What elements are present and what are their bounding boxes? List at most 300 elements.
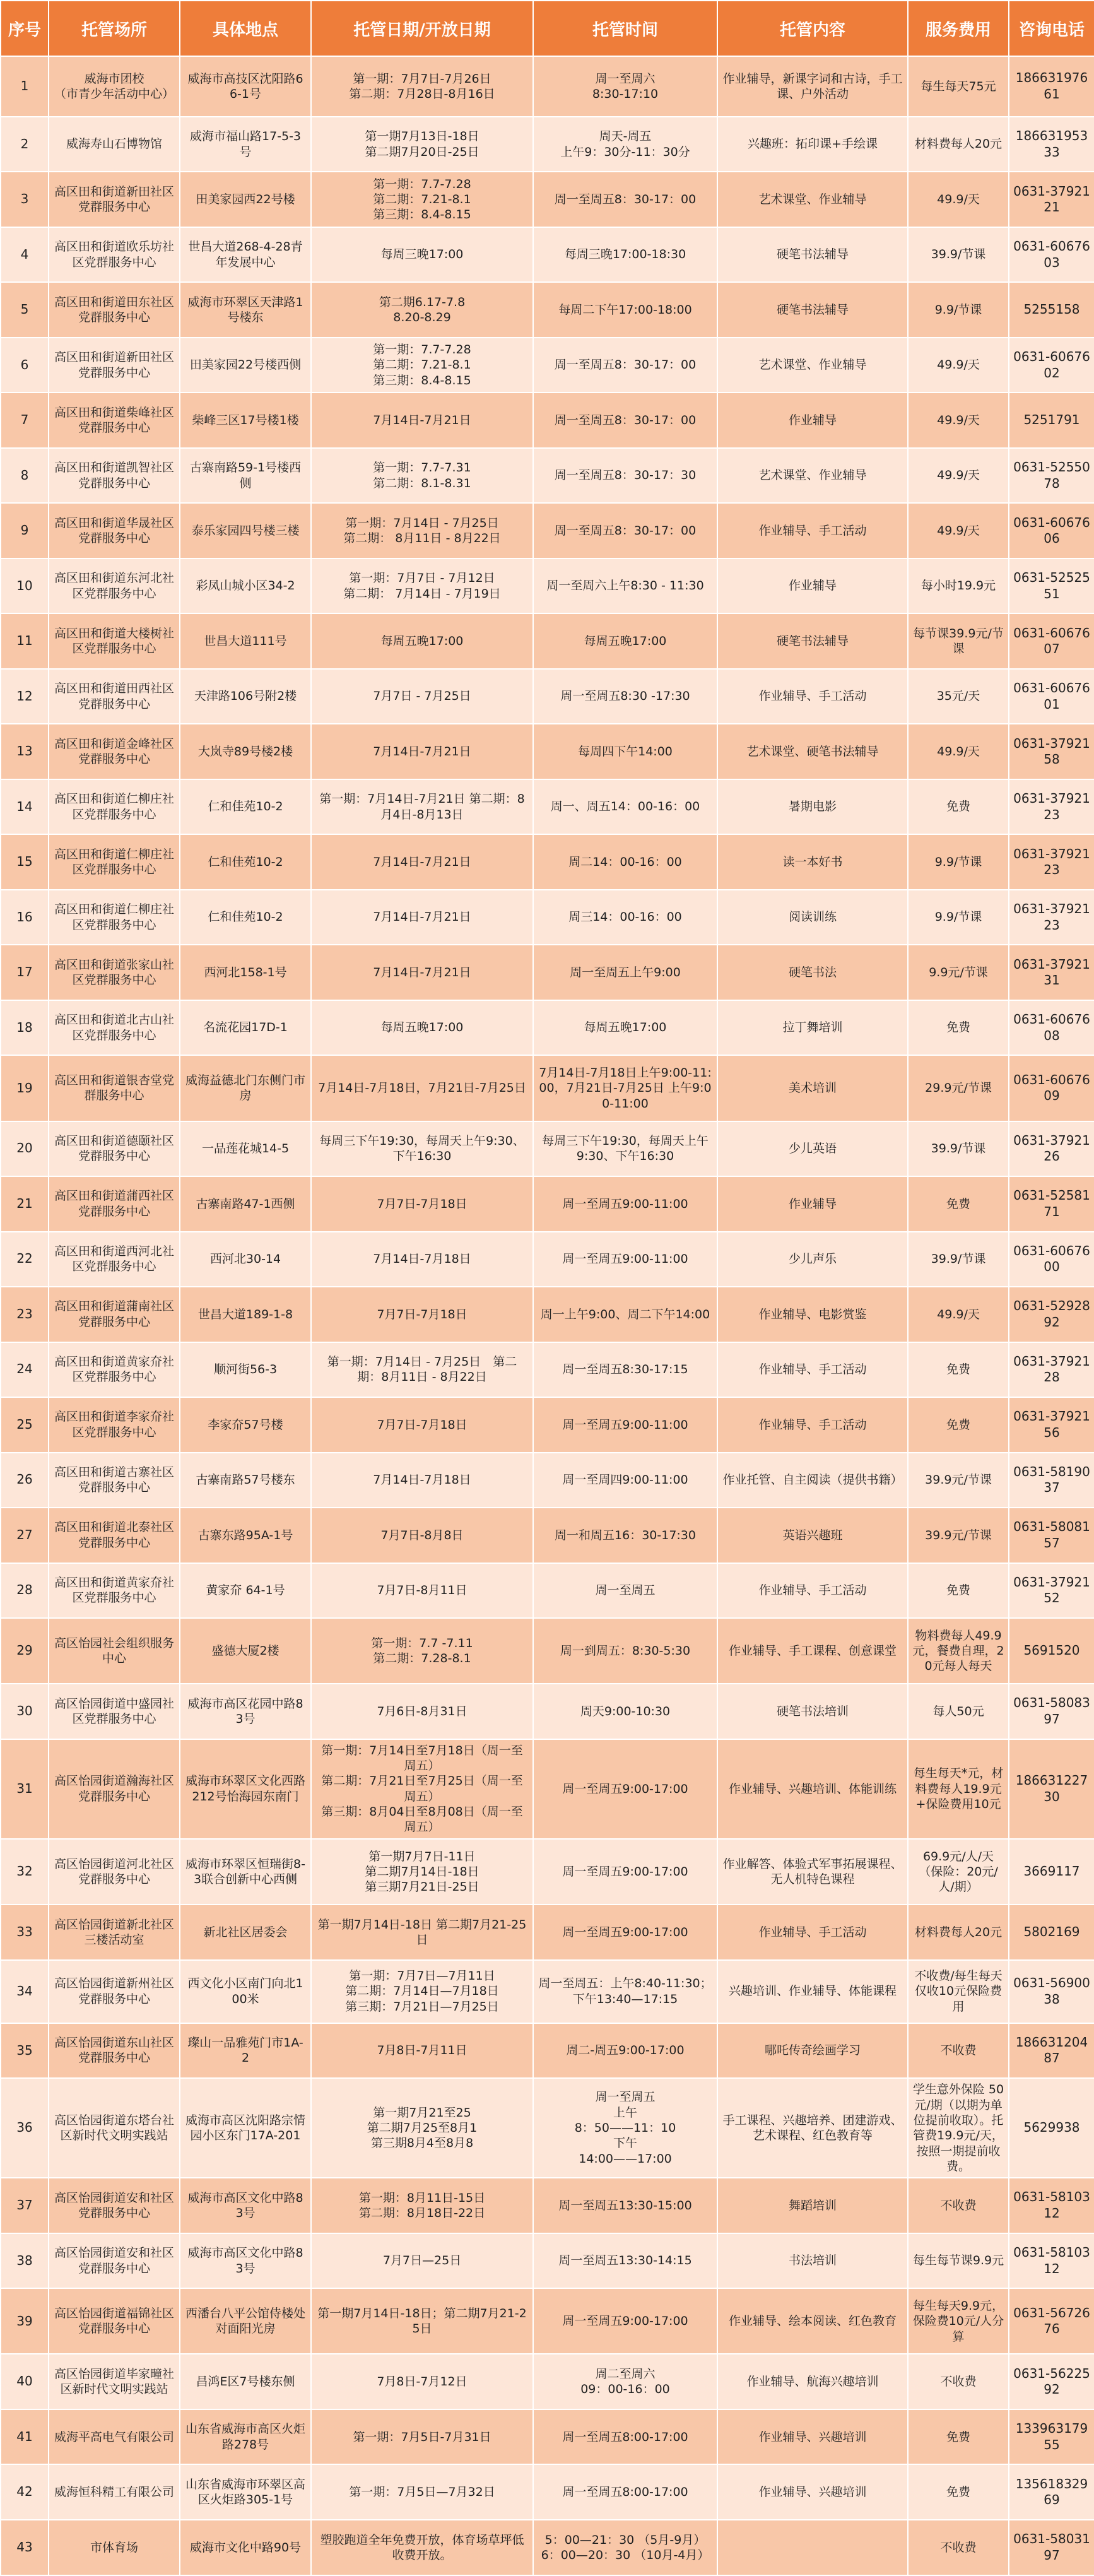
dates-cell: 7月7日-7月18日 (311, 1397, 533, 1453)
table-row (1, 890, 1094, 945)
fee-cell: 免费 (908, 1563, 1009, 1619)
dates-cell: 7月14日-7月18日 (311, 1453, 533, 1508)
time-cell: 周二-周五9:00-17:00 (533, 2023, 717, 2079)
row-number: 31 (1, 1739, 49, 1839)
header-phone: 咨询电话 (1009, 1, 1094, 56)
table-row (1, 669, 1094, 724)
location-cell: 威海市环翠区天津路1号楼东 (180, 282, 311, 338)
fee-cell: 49.9/天 (908, 338, 1009, 393)
phone-cell: 0631-3792123 (1009, 890, 1094, 945)
table-row (1, 172, 1094, 227)
time-cell: 周一至周五8：30-17：00 (533, 393, 717, 448)
fee-cell: 学生意外保险 50元/期（以期为单位提前收取）。托管费19.9元/天，按照一期提前收费。 (908, 2078, 1009, 2178)
row-number: 42 (1, 2464, 49, 2520)
row-number: 30 (1, 1684, 49, 1739)
time-cell: 周一至周五上午9:00 (533, 945, 717, 1000)
fee-cell: 每生每天75元 (908, 56, 1009, 117)
time-cell: 周一至周五9:00-17:00 (533, 1839, 717, 1905)
phone-cell: 0631-3792158 (1009, 724, 1094, 779)
header-content: 托管内容 (717, 1, 908, 56)
phone-cell: 0631-6067603 (1009, 227, 1094, 283)
row-number: 26 (1, 1453, 49, 1508)
time-cell: 周一至周五8:00-17:00 (533, 2409, 717, 2465)
content-cell: 哪吒传奇绘画学习 (717, 2023, 908, 2079)
phone-cell: 5255158 (1009, 282, 1094, 338)
table-row (1, 1342, 1094, 1398)
time-cell: 周一至周五9:00-11:00 (533, 1397, 717, 1453)
phone-cell: 0631-5252551 (1009, 558, 1094, 614)
content-cell: 艺术课堂、硬笔书法辅导 (717, 724, 908, 779)
dates-cell: 每周五晚17:00 (311, 1000, 533, 1056)
venue-cell: 高区田和街道张家山社区党群服务中心 (49, 945, 180, 1000)
time-cell: 周三14：00-16：00 (533, 890, 717, 945)
location-cell: 古寨南路57号楼东 (180, 1453, 311, 1508)
row-number: 18 (1, 1000, 49, 1056)
content-cell: 作业辅导、手工活动 (717, 503, 908, 558)
location-cell: 大岚寺89号楼2楼 (180, 724, 311, 779)
table-row (1, 1960, 1094, 2023)
phone-cell: 5629938 (1009, 2078, 1094, 2178)
venue-cell: 高区田和街道东河北社区党群服务中心 (49, 558, 180, 614)
row-number: 2 (1, 117, 49, 172)
row-number: 39 (1, 2288, 49, 2354)
header-location: 具体地点 (180, 1, 311, 56)
location-cell: 威海市高技区沈阳路66-1号 (180, 56, 311, 117)
dates-cell: 塑胶跑道全年免费开放，体育场草坪低收费开放。 (311, 2520, 533, 2575)
phone-cell: 0631-6067608 (1009, 1000, 1094, 1056)
time-cell: 每周五晚17:00 (533, 613, 717, 669)
dates-cell: 第一期：7.7-7.28 第二期：7.21-8.1 第三期：8.4-8.15 (311, 172, 533, 227)
dates-cell: 7月7日-7月18日 (311, 1176, 533, 1232)
content-cell: 作业辅导、手工活动 (717, 1342, 908, 1398)
fee-cell: 49.9/天 (908, 448, 1009, 504)
header-no: 序号 (1, 1, 49, 56)
fee-cell: 39.9/节课 (908, 227, 1009, 283)
dates-cell: 7月7日-7月18日 (311, 1287, 533, 1342)
venue-cell: 高区田和街道新田社区党群服务中心 (49, 338, 180, 393)
location-cell: 一品莲花城14-5 (180, 1121, 311, 1177)
venue-cell: 高区田和街道黄家夼社区党群服务中心 (49, 1563, 180, 1619)
dates-cell: 第一期：7月14日 - 7月25日 第二期： 8月11日 - 8月22日 (311, 503, 533, 558)
fee-cell: 39.9元/节课 (908, 1508, 1009, 1563)
fee-cell: 免费 (908, 2464, 1009, 2520)
venue-cell: 高区田和街道西河北社区党群服务中心 (49, 1232, 180, 1287)
venue-cell: 高区田和街道田西社区党群服务中心 (49, 669, 180, 724)
content-cell: 艺术课堂、作业辅导 (717, 448, 908, 504)
row-number: 7 (1, 393, 49, 448)
table-row (1, 117, 1094, 172)
content-cell: 作业辅导、手工活动 (717, 1905, 908, 1960)
dates-cell: 7月14日-7月21日 (311, 724, 533, 779)
location-cell: 黄家夼 64-1号 (180, 1563, 311, 1619)
phone-cell: 13396317955 (1009, 2409, 1094, 2465)
content-cell: 少儿声乐 (717, 1232, 908, 1287)
fee-cell: 免费 (908, 1342, 1009, 1398)
fee-cell: 9.9/节课 (908, 834, 1009, 890)
time-cell: 每周五晚17:00 (533, 1000, 717, 1056)
dates-cell: 每周三晚17:00 (311, 227, 533, 283)
phone-cell: 18663197661 (1009, 56, 1094, 117)
time-cell: 周一至周五 上午 8：50——11：10 下午 14:00——17:00 (533, 2078, 717, 2178)
venue-cell: 威海恒科精工有限公司 (49, 2464, 180, 2520)
dates-cell: 第一期7月7日-11日 第二期7月14日-18日 第三期7月21日-25日 (311, 1839, 533, 1905)
table-row (1, 227, 1094, 283)
fee-cell: 49.9/天 (908, 724, 1009, 779)
phone-cell: 0631-5690038 (1009, 1960, 1094, 2023)
phone-cell: 0631-6067602 (1009, 338, 1094, 393)
phone-cell: 18663122730 (1009, 1739, 1094, 1839)
phone-cell: 0631-5622592 (1009, 2354, 1094, 2409)
phone-cell: 0631-5810312 (1009, 2178, 1094, 2233)
content-cell: 作业辅导、兴趣培训、体能训练 (717, 1739, 908, 1839)
content-cell: 作业托管、自主阅读（提供书籍） (717, 1453, 908, 1508)
row-number: 35 (1, 2023, 49, 2079)
venue-cell: 高区田和街道柴峰社区党群服务中心 (49, 393, 180, 448)
dates-cell: 第一期7月14日-18日 第二期7月21-25日 (311, 1905, 533, 1960)
venue-cell: 高区田和街道欧乐坊社区党群服务中心 (49, 227, 180, 283)
phone-cell: 0631-3792123 (1009, 779, 1094, 835)
row-number: 40 (1, 2354, 49, 2409)
row-number: 6 (1, 338, 49, 393)
phone-cell: 13561832969 (1009, 2464, 1094, 2520)
content-cell: 兴趣班：拓印课+手绘课 (717, 117, 908, 172)
row-number: 1 (1, 56, 49, 117)
table-row (1, 448, 1094, 504)
table-row (1, 1563, 1094, 1619)
table-row (1, 1232, 1094, 1287)
time-cell: 周一至周五8:00-17:00 (533, 2464, 717, 2520)
venue-cell: 高区怡园街道中盛园社区党群服务中心 (49, 1684, 180, 1739)
venue-cell: 高区怡园社会组织服务中心 (49, 1618, 180, 1684)
location-cell: 山东省威海市高区火炬路278号 (180, 2409, 311, 2465)
venue-cell: 高区怡园街道东塔台社区新时代文明实践站 (49, 2078, 180, 2178)
dates-cell: 第一期：7月14日至7月18日（周一至周五） 第二期：7月21日至7月25日（周一至周五） 第三期：8月04日至8月08日（周一至周五） (311, 1739, 533, 1839)
fee-cell: 每生每节课9.9元 (908, 2233, 1009, 2289)
content-cell: 美术培训 (717, 1055, 908, 1121)
phone-cell: 0631-5810312 (1009, 2233, 1094, 2289)
dates-cell: 7月7日 - 7月25日 (311, 669, 533, 724)
table-row (1, 1453, 1094, 1508)
row-number: 12 (1, 669, 49, 724)
table-body (1, 56, 1094, 2575)
phone-cell: 0631-3792123 (1009, 834, 1094, 890)
content-cell: 作业辅导、手工课程、创意课堂 (717, 1618, 908, 1684)
dates-cell: 每周五晚17:00 (311, 613, 533, 669)
dates-cell: 第一期7月21至25 第二期7月25至8月1 第三期8月4至8月8 (311, 2078, 533, 2178)
row-number: 27 (1, 1508, 49, 1563)
time-cell: 周天9:00-10:30 (533, 1684, 717, 1739)
phone-cell: 0631-3792128 (1009, 1342, 1094, 1398)
phone-cell: 0631-3792156 (1009, 1397, 1094, 1453)
content-cell: 作业解答、体验式军事拓展课程、无人机特色课程 (717, 1839, 908, 1905)
content-cell: 作业辅导、电影赏鉴 (717, 1287, 908, 1342)
phone-cell: 0631-6067609 (1009, 1055, 1094, 1121)
table-row (1, 2233, 1094, 2289)
table-row (1, 2354, 1094, 2409)
time-cell: 周一至周五9:00-11:00 (533, 1176, 717, 1232)
row-number: 17 (1, 945, 49, 1000)
fee-cell: 49.9/天 (908, 172, 1009, 227)
table-row (1, 1739, 1094, 1839)
location-cell: 威海市高区文化中路83号 (180, 2233, 311, 2289)
fee-cell: 49.9/天 (908, 1287, 1009, 1342)
phone-cell: 3669117 (1009, 1839, 1094, 1905)
phone-cell: 0631-5255078 (1009, 448, 1094, 504)
location-cell: 李家夼57号楼 (180, 1397, 311, 1453)
content-cell: 艺术课堂、作业辅导 (717, 338, 908, 393)
location-cell: 田美家园22号楼西侧 (180, 338, 311, 393)
fee-cell: 9.9元/节课 (908, 945, 1009, 1000)
phone-cell: 0631-5292892 (1009, 1287, 1094, 1342)
location-cell: 威海市福山路17-5-3号 (180, 117, 311, 172)
venue-cell: 市体育场 (49, 2520, 180, 2575)
content-cell: 硬笔书法 (717, 945, 908, 1000)
location-cell: 仁和佳苑10-2 (180, 890, 311, 945)
row-number: 21 (1, 1176, 49, 1232)
time-cell: 周一至周五：上午8:40-11:30；下午13:40—17:15 (533, 1960, 717, 2023)
table-row (1, 393, 1094, 448)
dates-cell: 第一期：7月5日-7月31日 (311, 2409, 533, 2465)
table-row (1, 2520, 1094, 2575)
location-cell: 盛德大厦2楼 (180, 1618, 311, 1684)
fee-cell: 免费 (908, 2409, 1009, 2465)
dates-cell: 7月7日-8月8日 (311, 1508, 533, 1563)
venue-cell: 高区怡园街道毕家疃社区新时代文明实践站 (49, 2354, 180, 2409)
fee-cell: 每节课39.9元/节课 (908, 613, 1009, 669)
venue-cell: 威海市团校 （市青少年活动中心） (49, 56, 180, 117)
row-number: 29 (1, 1618, 49, 1684)
phone-cell: 5802169 (1009, 1905, 1094, 1960)
time-cell: 周二至周六 09：00-16：00 (533, 2354, 717, 2409)
content-cell: 舞蹈培训 (717, 2178, 908, 2233)
table-row (1, 724, 1094, 779)
fee-cell: 不收费 (908, 2178, 1009, 2233)
fee-cell: 材料费每人20元 (908, 1905, 1009, 1960)
fee-cell: 29.9元/节课 (908, 1055, 1009, 1121)
row-number: 34 (1, 1960, 49, 2023)
content-cell: 硬笔书法培训 (717, 1684, 908, 1739)
row-number: 36 (1, 2078, 49, 2178)
dates-cell: 第一期：7月14日-7月21日 第二期：8月4日-8月13日 (311, 779, 533, 835)
table-row (1, 282, 1094, 338)
fee-cell: 材料费每人20元 (908, 117, 1009, 172)
dates-cell: 第一期7月14日-18日；第二期7月21-25日 (311, 2288, 533, 2354)
phone-cell: 0631-3792126 (1009, 1121, 1094, 1177)
table-row (1, 2178, 1094, 2233)
time-cell: 5：00—21：30 （5月-9月）6：00—20：30 （10月-4月） (533, 2520, 717, 2575)
phone-cell: 5251791 (1009, 393, 1094, 448)
dates-cell: 第一期：7月7日 - 7月12日 第二期： 7月14日 - 7月19日 (311, 558, 533, 614)
dates-cell: 7月14日-7月21日 (311, 393, 533, 448)
row-number: 9 (1, 503, 49, 558)
content-cell: 硬笔书法辅导 (717, 227, 908, 283)
content-cell: 艺术课堂、作业辅导 (717, 172, 908, 227)
content-cell: 硬笔书法辅导 (717, 613, 908, 669)
time-cell: 周一至周五9:00-17:00 (533, 1739, 717, 1839)
table-row (1, 56, 1094, 117)
fee-cell: 39.9元/节课 (908, 1453, 1009, 1508)
location-cell: 仁和佳苑10-2 (180, 779, 311, 835)
venue-cell: 高区田和街道金峰社区党群服务中心 (49, 724, 180, 779)
table-row (1, 1618, 1094, 1684)
phone-cell: 0631-6067607 (1009, 613, 1094, 669)
content-cell: 作业辅导 (717, 393, 908, 448)
time-cell: 周一至周六 8:30-17:10 (533, 56, 717, 117)
dates-cell: 7月6日-8月31日 (311, 1684, 533, 1739)
row-number: 38 (1, 2233, 49, 2289)
time-cell: 每周三下午19:30，每周天上午9:30、下午16:30 (533, 1121, 717, 1177)
content-cell: 读一本好书 (717, 834, 908, 890)
content-cell: 作业辅导、兴趣培训 (717, 2464, 908, 2520)
row-number: 13 (1, 724, 49, 779)
time-cell: 周天-周五 上午9：30分-11：30分 (533, 117, 717, 172)
table-row (1, 1121, 1094, 1177)
table-row (1, 1508, 1094, 1563)
content-cell: 暑期电影 (717, 779, 908, 835)
dates-cell: 7月14日-7月21日 (311, 890, 533, 945)
header-time: 托管时间 (533, 1, 717, 56)
content-cell (717, 2520, 908, 2575)
venue-cell: 高区田和街道李家夼社区党群服务中心 (49, 1397, 180, 1453)
content-cell: 作业辅导、兴趣培训 (717, 2409, 908, 2465)
venue-cell: 高区田和街道田东社区党群服务中心 (49, 282, 180, 338)
content-cell: 硬笔书法辅导 (717, 282, 908, 338)
dates-cell: 第一期：7.7-7.31 第二期：8.1-8.31 (311, 448, 533, 504)
venue-cell: 高区怡园街道新州社区党群服务中心 (49, 1960, 180, 2023)
fee-cell: 免费 (908, 779, 1009, 835)
dates-cell: 第一期：7月7日-7月26日 第二期：7月28日-8月16日 (311, 56, 533, 117)
fee-cell: 9.9/节课 (908, 282, 1009, 338)
row-number: 28 (1, 1563, 49, 1619)
time-cell: 周一至周五13:30-15:00 (533, 2178, 717, 2233)
phone-cell: 0631-6067601 (1009, 669, 1094, 724)
phone-cell: 0631-5672676 (1009, 2288, 1094, 2354)
dates-cell: 每周三下午19:30，每周天上午9:30、下午16:30 (311, 1121, 533, 1177)
row-number: 5 (1, 282, 49, 338)
table-row (1, 2023, 1094, 2079)
location-cell: 世昌大道268-4-28青年发展中心 (180, 227, 311, 283)
dates-cell: 7月14日-7月18日，7月21日-7月25日 (311, 1055, 533, 1121)
time-cell: 周一至周五 (533, 1563, 717, 1619)
venue-cell: 高区田和街道北古山社区党群服务中心 (49, 1000, 180, 1056)
location-cell: 世昌大道189-1-8 (180, 1287, 311, 1342)
dates-cell: 7月8日-7月12日 (311, 2354, 533, 2409)
fee-cell: 69.9元/人/天（保险：20元/人/期） (908, 1839, 1009, 1905)
row-number: 10 (1, 558, 49, 614)
location-cell: 威海益德北门东侧门市房 (180, 1055, 311, 1121)
content-cell: 拉丁舞培训 (717, 1000, 908, 1056)
time-cell: 周一上午9:00、周二下午14:00 (533, 1287, 717, 1342)
content-cell: 作业辅导、手工活动 (717, 1397, 908, 1453)
fee-cell: 免费 (908, 1000, 1009, 1056)
fee-cell: 不收费 (908, 2354, 1009, 2409)
dates-cell: 第一期：7.7 -7.11 第二期：7.28-8.1 (311, 1618, 533, 1684)
phone-cell: 5691520 (1009, 1618, 1094, 1684)
table-row (1, 338, 1094, 393)
location-cell: 西河北158-1号 (180, 945, 311, 1000)
fee-cell: 免费 (908, 1176, 1009, 1232)
time-cell: 周一至周五9:00-11:00 (533, 1232, 717, 1287)
dates-cell: 7月7日-8月11日 (311, 1563, 533, 1619)
venue-cell: 高区怡园街道东山社区党群服务中心 (49, 2023, 180, 2079)
venue-cell: 高区田和街道蒲南社区党群服务中心 (49, 1287, 180, 1342)
time-cell: 周一至周五8:30 -17:30 (533, 669, 717, 724)
location-cell: 彩凤山城小区34-2 (180, 558, 311, 614)
venue-cell: 威海平高电气有限公司 (49, 2409, 180, 2465)
phone-cell: 0631-5808157 (1009, 1508, 1094, 1563)
row-number: 8 (1, 448, 49, 504)
venue-cell: 高区怡园街道福锦社区党群服务中心 (49, 2288, 180, 2354)
time-cell: 每周三晚17:00-18:30 (533, 227, 717, 283)
phone-cell: 0631-6067606 (1009, 503, 1094, 558)
time-cell: 周一至周五8：30-17：00 (533, 503, 717, 558)
header-venue: 托管场所 (49, 1, 180, 56)
dates-cell: 第一期：8月11日-15日 第二期：8月18日-22日 (311, 2178, 533, 2233)
phone-cell: 0631-3792131 (1009, 945, 1094, 1000)
venue-cell: 高区怡园街道河北社区党群服务中心 (49, 1839, 180, 1905)
table-row (1, 558, 1094, 614)
venue-cell: 高区田和街道新田社区党群服务中心 (49, 172, 180, 227)
header-row (1, 1, 1094, 56)
row-number: 37 (1, 2178, 49, 2233)
table-row (1, 779, 1094, 835)
location-cell: 柴峰三区17号楼1楼 (180, 393, 311, 448)
row-number: 22 (1, 1232, 49, 1287)
fee-cell: 35元/天 (908, 669, 1009, 724)
venue-cell: 高区田和街道北泰社区党群服务中心 (49, 1508, 180, 1563)
fee-cell: 免费 (908, 1397, 1009, 1453)
content-cell: 作业辅导，新课字词和古诗，手工课、户外活动 (717, 56, 908, 117)
phone-cell: 0631-3792152 (1009, 1563, 1094, 1619)
time-cell: 周一至周五13:30-14:15 (533, 2233, 717, 2289)
dates-cell: 第一期：7.7-7.28 第二期：7.21-8.1 第三期：8.4-8.15 (311, 338, 533, 393)
location-cell: 世昌大道111号 (180, 613, 311, 669)
table-row (1, 834, 1094, 890)
location-cell: 昌鸿E区7号楼东侧 (180, 2354, 311, 2409)
content-cell: 作业辅导、手工活动 (717, 669, 908, 724)
venue-cell: 高区田和街道仁柳庄社区党群服务中心 (49, 890, 180, 945)
venue-cell: 威海寿山石博物馆 (49, 117, 180, 172)
fee-cell: 39.9/节课 (908, 1232, 1009, 1287)
location-cell: 仁和佳苑10-2 (180, 834, 311, 890)
fee-cell: 不收费/每生每天仅收10元保险费用 (908, 1960, 1009, 2023)
venue-cell: 高区田和街道德颐社区党群服务中心 (49, 1121, 180, 1177)
venue-cell: 高区怡园街道新北社区三楼活动室 (49, 1905, 180, 1960)
location-cell: 天津路106号附2楼 (180, 669, 311, 724)
fee-cell: 49.9/天 (908, 503, 1009, 558)
venue-cell: 高区怡园街道安和社区党群服务中心 (49, 2178, 180, 2233)
phone-cell: 0631-3792121 (1009, 172, 1094, 227)
header-fee: 服务费用 (908, 1, 1009, 56)
row-number: 24 (1, 1342, 49, 1398)
fee-cell: 9.9/节课 (908, 890, 1009, 945)
content-cell: 作业辅导、绘本阅读、红色教育 (717, 2288, 908, 2354)
location-cell: 西河北30-14 (180, 1232, 311, 1287)
location-cell: 泰乐家园四号楼三楼 (180, 503, 311, 558)
phone-cell: 0631-5819037 (1009, 1453, 1094, 1508)
time-cell: 周一至周四9:00-11:00 (533, 1453, 717, 1508)
location-cell: 西潘台八平公馆侍楼处对面阳光房 (180, 2288, 311, 2354)
time-cell: 周二14：00-16：00 (533, 834, 717, 890)
location-cell: 新北社区居委会 (180, 1905, 311, 1960)
venue-cell: 高区田和街道仁柳庄社区党群服务中心 (49, 779, 180, 835)
dates-cell: 7月7日—25日 (311, 2233, 533, 2289)
dates-cell: 7月14日-7月21日 (311, 834, 533, 890)
table-row (1, 2409, 1094, 2465)
table-row (1, 1839, 1094, 1905)
fee-cell: 49.9/天 (908, 393, 1009, 448)
row-number: 4 (1, 227, 49, 283)
